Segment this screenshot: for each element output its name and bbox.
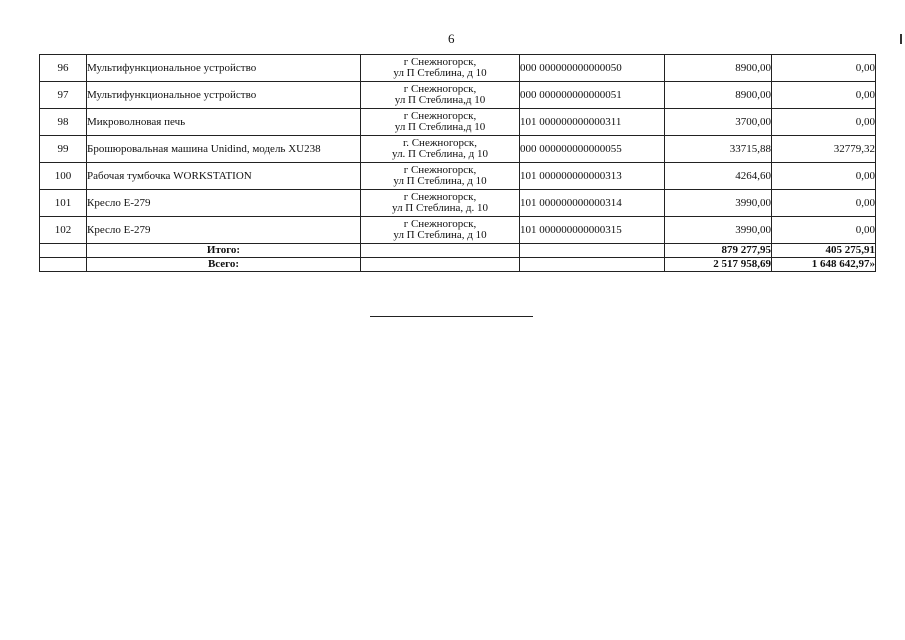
empty-cell: [520, 244, 665, 258]
closing-rule: [370, 316, 533, 317]
address-street: ул П Стеблина,д 10: [394, 94, 486, 106]
row-number: 98: [40, 109, 87, 136]
book-value: 3700,00: [665, 109, 772, 136]
row-number: 102: [40, 217, 87, 244]
address-city: г Снежногорск,: [403, 191, 477, 203]
inventory-number: 000 000000000000055: [520, 136, 665, 163]
address-street: ул П Стеблина, д 10: [393, 229, 487, 241]
address-city: г Снежногорск,: [403, 164, 477, 176]
subtotal-book-value: 879 277,95: [665, 244, 772, 258]
residual-value: 0,00: [772, 163, 876, 190]
residual-value: 0,00: [772, 109, 876, 136]
address-street: ул П Стеблина, д. 10: [392, 202, 488, 214]
book-value: 4264,60: [665, 163, 772, 190]
residual-value: 0,00: [772, 82, 876, 109]
empty-cell: [361, 244, 520, 258]
inventory-number: 000 000000000000051: [520, 82, 665, 109]
residual-value: 0,00: [772, 55, 876, 82]
empty-cell: [40, 244, 87, 258]
book-value: 8900,00: [665, 55, 772, 82]
subtotal-row: [40, 244, 876, 258]
inventory-table: [39, 54, 876, 272]
table-row: [40, 109, 876, 136]
address-city: г Снежногорск,: [403, 218, 477, 230]
residual-value: 0,00: [772, 217, 876, 244]
item-name: Мультифункциональное устройство: [87, 55, 361, 82]
item-name: Мультифункциональное устройство: [87, 82, 361, 109]
subtotal-label: Итого:: [87, 244, 361, 258]
table-row: [40, 136, 876, 163]
residual-value: 32779,32: [772, 136, 876, 163]
item-address: [361, 82, 520, 109]
address-street: ул П Стеблина, д 10: [393, 175, 487, 187]
grand-total-residual-value: 1 648 642,97»: [772, 258, 876, 272]
inventory-number: 101 000000000000315: [520, 217, 665, 244]
residual-value: 0,00: [772, 190, 876, 217]
item-address: [361, 217, 520, 244]
item-address: [361, 190, 520, 217]
item-address: [361, 55, 520, 82]
item-name: Кресло Е-279: [87, 190, 361, 217]
address-street: ул. П Стеблина, д 10: [392, 148, 488, 160]
item-name: Микроволновая печь: [87, 109, 361, 136]
page-number: 6: [448, 31, 455, 46]
table-row: [40, 163, 876, 190]
row-number: 99: [40, 136, 87, 163]
book-value: 33715,88: [665, 136, 772, 163]
item-name: Брошюровальная машина Unidind, модель XU238: [87, 136, 361, 163]
row-number: 96: [40, 55, 87, 82]
item-address: [361, 109, 520, 136]
empty-cell: [520, 258, 665, 272]
table-row: [40, 55, 876, 82]
item-name: Кресло Е-279: [87, 217, 361, 244]
item-name: Рабочая тумбочка WORKSTATION: [87, 163, 361, 190]
grand-total-row: [40, 258, 876, 272]
item-address: [361, 136, 520, 163]
address-street: ул П Стеблина, д 10: [393, 67, 487, 79]
grand-total-label: Всего:: [87, 258, 361, 272]
address-city: г Снежногорск,: [403, 56, 477, 68]
row-number: 97: [40, 82, 87, 109]
table-row: [40, 190, 876, 217]
address-street: ул П Стеблина,д 10: [394, 121, 486, 133]
address-city: г Снежногорск,: [403, 110, 477, 122]
book-value: 3990,00: [665, 217, 772, 244]
address-city: г. Снежногорск,: [402, 137, 478, 149]
book-value: 8900,00: [665, 82, 772, 109]
row-number: 100: [40, 163, 87, 190]
inventory-number: 101 000000000000311: [520, 109, 665, 136]
row-number: 101: [40, 190, 87, 217]
table-row: [40, 217, 876, 244]
item-address: [361, 163, 520, 190]
empty-cell: [40, 258, 87, 272]
inventory-number: 101 000000000000314: [520, 190, 665, 217]
book-value: 3990,00: [665, 190, 772, 217]
empty-cell: [361, 258, 520, 272]
inventory-number: 000 000000000000050: [520, 55, 665, 82]
inventory-number: 101 000000000000313: [520, 163, 665, 190]
subtotal-residual-value: 405 275,91: [772, 244, 876, 258]
address-city: г Снежногорск,: [403, 83, 477, 95]
table-row: [40, 82, 876, 109]
grand-total-book-value: 2 517 958,69: [665, 258, 772, 272]
scan-edge-mark: [900, 34, 902, 44]
